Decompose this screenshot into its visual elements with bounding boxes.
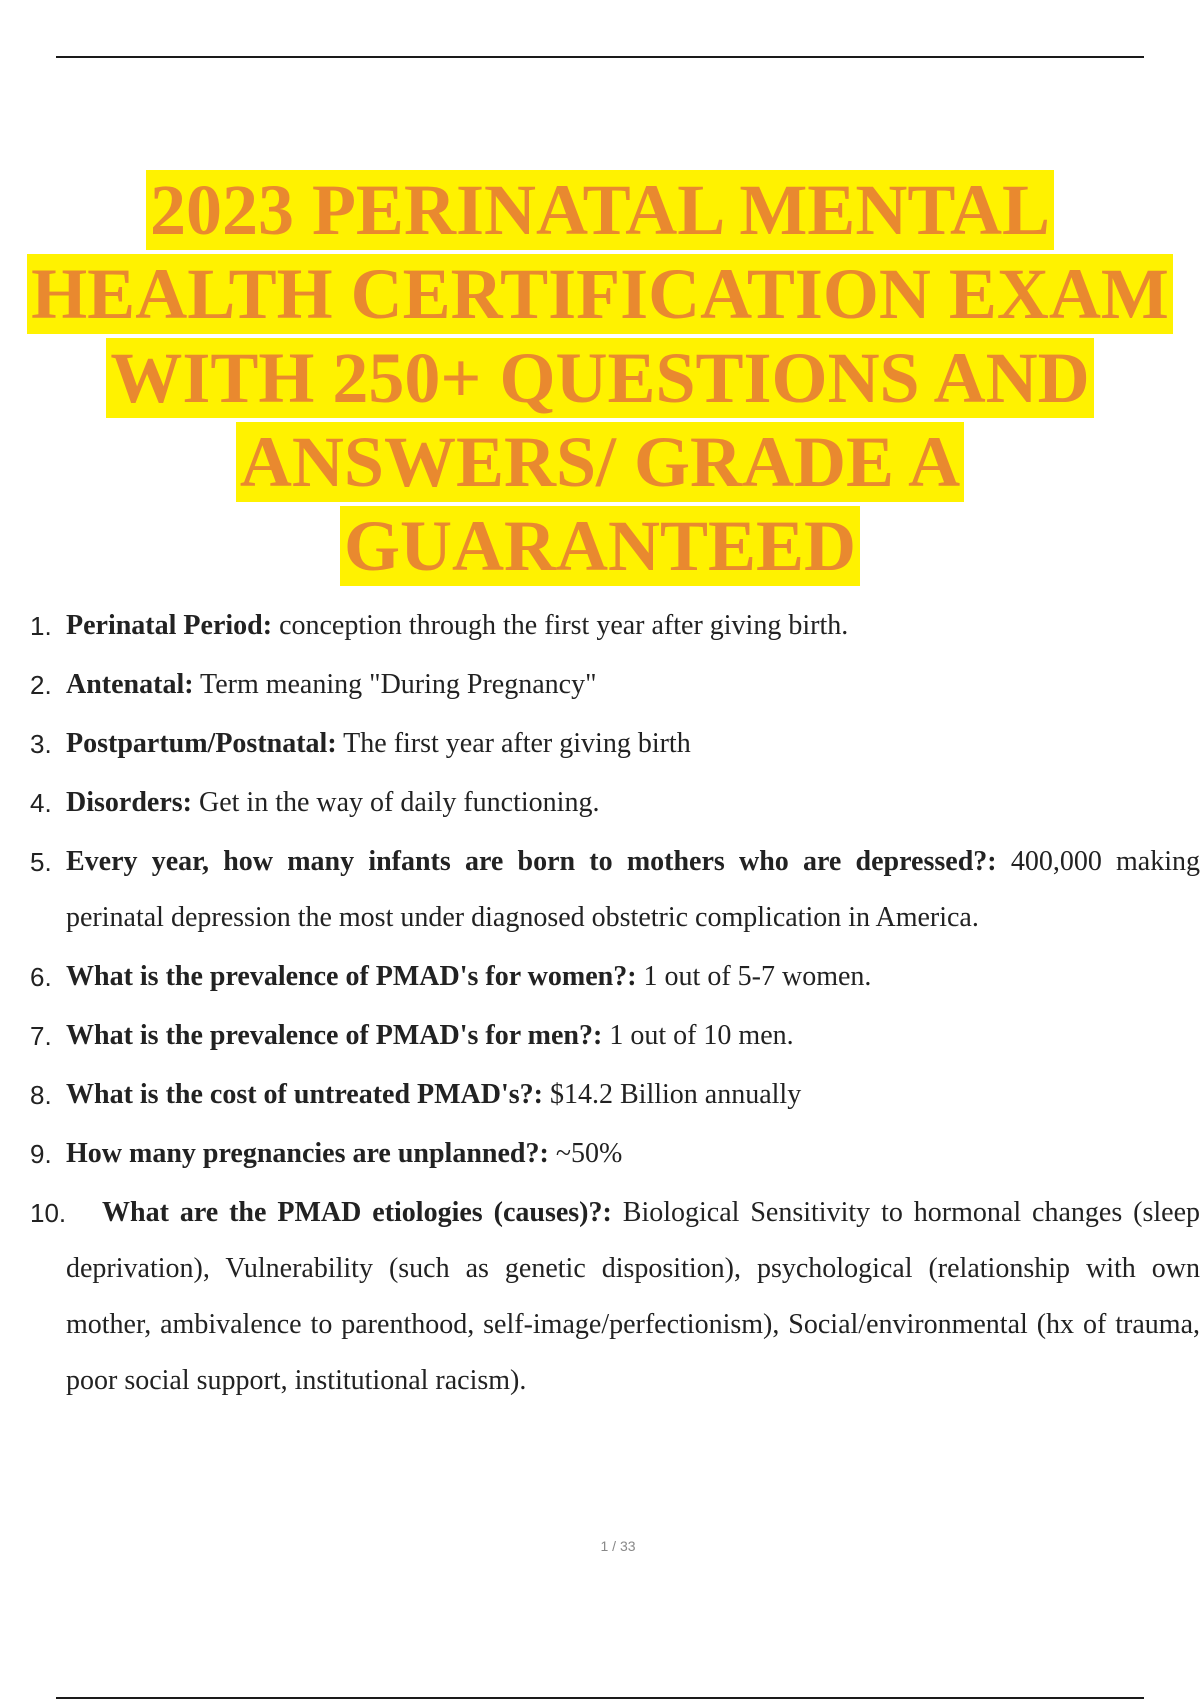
question: Antenatal: bbox=[66, 669, 194, 700]
list-item bbox=[30, 598, 1200, 654]
question: Every year, how many infants are born to mothers who are depressed?: bbox=[66, 846, 997, 877]
item-number: 9. bbox=[30, 1139, 52, 1169]
list-item bbox=[30, 1067, 1200, 1123]
item-number: 6. bbox=[30, 962, 52, 992]
question: What is the cost of untreated PMAD's?: bbox=[66, 1079, 543, 1110]
answer: $14.2 Billion annually bbox=[549, 1079, 802, 1110]
item-number: 3. bbox=[30, 729, 52, 759]
bottom-rule bbox=[56, 1697, 1144, 1699]
answer: conception through the first year after giving birth. bbox=[279, 610, 849, 641]
list-item bbox=[30, 775, 1200, 831]
answer: Term meaning "During Pregnancy" bbox=[200, 669, 597, 700]
list-item bbox=[30, 949, 1200, 1005]
answer: The first year after giving birth bbox=[343, 728, 691, 759]
item-number: 7. bbox=[30, 1021, 52, 1051]
list-item bbox=[30, 1008, 1200, 1064]
list-item bbox=[30, 716, 1200, 772]
answer: Get in the way of daily functioning. bbox=[198, 787, 600, 818]
title-line-4: ANSWERS/ GRADE A bbox=[20, 420, 1180, 504]
answer: 1 out of 5-7 women. bbox=[643, 961, 872, 992]
question: Postpartum/Postnatal: bbox=[66, 728, 337, 759]
item-number: 2. bbox=[30, 670, 52, 700]
list-item bbox=[30, 1185, 1200, 1409]
list-item bbox=[30, 834, 1200, 946]
question: What is the prevalence of PMAD's for women?: bbox=[66, 961, 637, 992]
list-item bbox=[30, 1126, 1200, 1182]
answer: ~50% bbox=[555, 1138, 623, 1169]
qa-list bbox=[30, 598, 1200, 1412]
question: Perinatal Period: bbox=[66, 610, 273, 641]
title-line-3: WITH 250+ QUESTIONS AND bbox=[20, 336, 1180, 420]
item-number: 1. bbox=[30, 611, 52, 641]
title-line-1: 2023 PERINATAL MENTAL bbox=[20, 168, 1180, 252]
title-line-2: HEALTH CERTIFICATION EXAM bbox=[20, 252, 1180, 336]
question: How many pregnancies are unplanned?: bbox=[66, 1138, 549, 1169]
item-number: 4. bbox=[30, 788, 52, 818]
question: What are the PMAD etiologies (causes)?: bbox=[102, 1197, 612, 1228]
answer: 400,000 making perinatal depression the most under diagnosed obstetric complication in America. bbox=[66, 846, 1200, 933]
question: What is the prevalence of PMAD's for men?: bbox=[66, 1020, 603, 1051]
item-number: 8. bbox=[30, 1080, 52, 1110]
question: Disorders: bbox=[66, 787, 192, 818]
answer: 1 out of 10 men. bbox=[609, 1020, 794, 1051]
item-number: 5. bbox=[30, 847, 52, 877]
item-number: 10. bbox=[30, 1198, 67, 1228]
list-item bbox=[30, 657, 1200, 713]
page-indicator: 1 / 33 bbox=[600, 1538, 636, 1554]
top-rule bbox=[56, 56, 1144, 58]
answer: Biological Sensitivity to hormonal changes (sleep deprivation), Vulnerability (such as genetic disposition), psychological (relationship with own mother, ambivalence to parenthood, self-image/perfectionism), Social/environmental (hx of trauma, poor social support, institutional racism). bbox=[66, 1197, 1200, 1396]
document-title bbox=[20, 168, 1180, 588]
title-line-5: GUARANTEED bbox=[20, 504, 1180, 588]
